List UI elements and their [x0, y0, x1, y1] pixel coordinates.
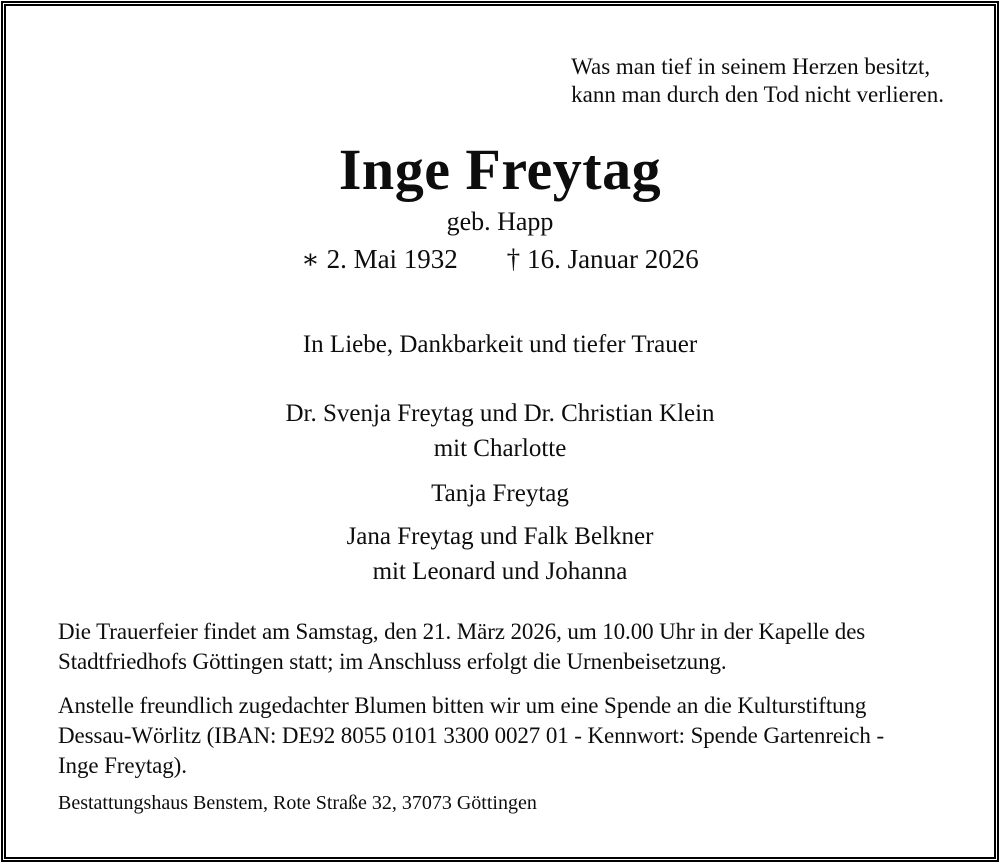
- condolence-line: In Liebe, Dankbarkeit und tiefer Trauer: [302, 331, 698, 358]
- death-date: 16. Januar 2026: [527, 244, 699, 274]
- died-cross-icon: †: [506, 244, 521, 274]
- memorial-quote: [571, 53, 944, 109]
- funeral-home-line: Bestattungshaus Benstem, Rote Straße 32, 37073 Göttingen: [58, 792, 537, 814]
- birth-date-group: [301, 244, 458, 274]
- maiden-name: geb. Happ: [446, 207, 554, 236]
- funeral-info-paragraph: [58, 617, 944, 677]
- donation-info-paragraph: [58, 691, 944, 781]
- birth-date: 2. Mai 1932: [326, 244, 458, 274]
- donation-info-line: Anstelle freundlich zugedachter Blumen bitten wir um eine Spende an die Kulturstiftung: [58, 693, 867, 718]
- mourner-line: mit Charlotte: [433, 435, 567, 462]
- mourner-line: Jana Freytag und Falk Belkner: [346, 523, 654, 550]
- deceased-name: Inge Freytag: [338, 137, 662, 202]
- mourner-group: [6, 476, 994, 511]
- notice-inner-frame: [4, 4, 996, 859]
- mourner-line: Dr. Svenja Freytag und Dr. Christian Klein: [285, 400, 715, 427]
- mourner-line: mit Leonard und Johanna: [372, 558, 628, 585]
- donation-info-line: Dessau-Wörlitz (IBAN: DE92 8055 0101 3300 0027 01 - Kennwort: Spende Gartenreich -: [58, 723, 884, 748]
- mourner-group: [6, 519, 994, 589]
- funeral-info-line: Stadtfriedhofs Göttingen statt; im Anschluss erfolgt die Urnenbeisetzung.: [58, 649, 727, 674]
- funeral-info-line: Die Trauerfeier findet am Samstag, den 21. März 2026, um 10.00 Uhr in der Kapelle des: [58, 619, 866, 644]
- quote-line: Was man tief in seinem Herzen besitzt,: [571, 54, 931, 79]
- born-asterisk-icon: ∗: [301, 244, 320, 274]
- life-dates: [6, 243, 994, 275]
- quote-line: kann man durch den Tod nicht verlieren.: [571, 82, 944, 107]
- mourner-line: Tanja Freytag: [431, 480, 569, 507]
- death-date-group: [507, 244, 699, 274]
- donation-info-line: Inge Freytag).: [58, 753, 187, 778]
- mourner-group: [6, 396, 994, 466]
- notice-border-frame: [1, 1, 999, 862]
